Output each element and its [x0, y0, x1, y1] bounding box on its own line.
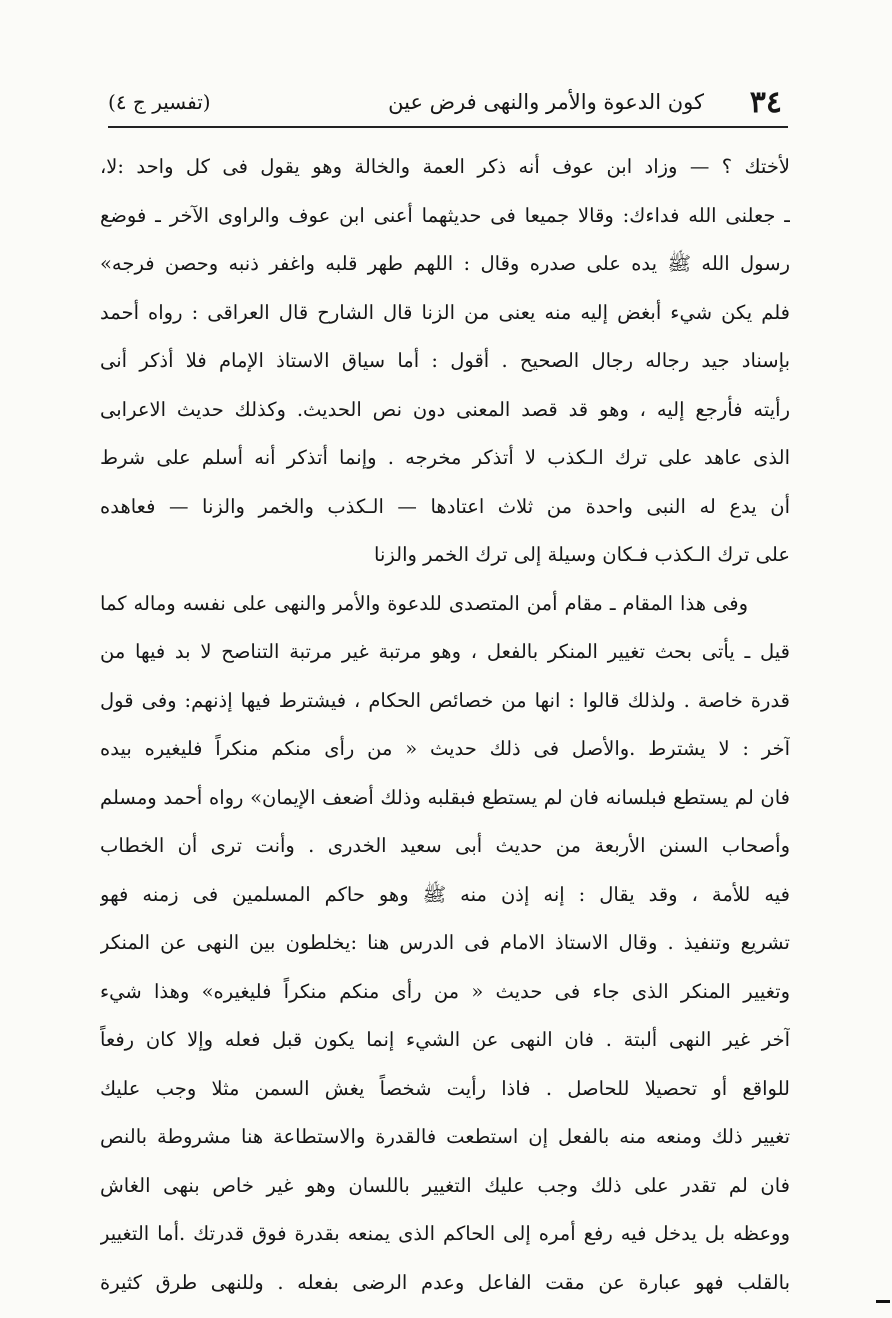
text-line: بإسناد جيد رجاله رجال الصحيح . أقول : أما سياق الاستاذ الإمام فلا أذكر أنى: [100, 349, 790, 372]
section-reference: (تفسير ج ٤): [108, 90, 211, 114]
text-line: قدرة خاصة . ولذلك قالوا : انها من خصائص الحكام ، فيشترط فيها إذنهم: وفى قول: [100, 688, 790, 712]
scan-mark: [876, 1300, 890, 1303]
text-line: تشريع وتنفيذ . وقال الاستاذ الامام فى الدرس هنا :يخلطون بين النهى عن المنكر: [100, 931, 790, 954]
page-number: ٣٤: [749, 84, 782, 120]
text-line: ـ جعلنى الله فداءك: وقالا جميعا فى حديثهما أعنى ابن عوف والراوى الآخر ـ فوضع: [100, 203, 790, 227]
text-line: فلم يكن شيء أبغض إليه منه يعنى من الزنا قال الشارح قال العراقى : رواه أحمد: [100, 300, 790, 324]
text-line: على ترك الـكذب فـكان وسيلة إلى ترك الخمر والزنا: [374, 543, 790, 566]
text-line: وأصحاب السنن الأربعة من حديث أبى سعيد الخدرى . وأنت ترى أن الخطاب: [100, 834, 790, 857]
text-line: فان لم يستطع فبلسانه فان لم يستطع فبقلبه وذلك أضعف الإيمان» رواه أحمد ومسلم: [100, 785, 790, 809]
text-line: وفى هذا المقام ـ مقام أمن المتصدى للدعوة والأمر والنهى على نفسه وماله كما: [100, 591, 748, 615]
text-line: بالقلب فهو عبارة عن مقت الفاعل وعدم الرضى بفعله . وللنهى طرق كثيرة: [100, 1270, 790, 1294]
text-line: آخر غير النهى ألبتة . فان النهى عن الشيء إنما يكون قبل فعله وإلا كان رفعاً: [100, 1028, 790, 1051]
text-line: قيل ـ يأتى بحث تغيير المنكر بالفعل ، وهو مرتبة غير مرتبة التناصح لا بد فيها من: [100, 640, 790, 663]
header-rule: [108, 126, 788, 128]
page-header: [108, 80, 782, 124]
text-line: أن يدع له النبى واحدة من ثلاث اعتادها — الـكذب والخمر والزنا — فعاهده: [100, 494, 790, 518]
text-line: للواقع أو تحصيلا للحاصل . فاذا رأيت شخصاً يغش السمن مثلا وجب عليك: [100, 1076, 790, 1100]
body-text: [100, 143, 790, 1307]
text-line: فان لم تقدر على ذلك وجب عليك التغيير باللسان وهو غير خاص بنهى الغاش: [100, 1173, 790, 1197]
text-line: فيه للأمة ، وقد يقال : إنه إذن منه ﷺ وهو حاكم المسلمين فى زمنه فهو: [100, 882, 790, 906]
running-title: كون الدعوة والأمر والنهى فرض عين: [388, 90, 704, 114]
text-line: الذى عاهد على ترك الـكذب لا أتذكر مخرجه . وإنما أتذكر أنه أسلم على شرط: [100, 446, 790, 469]
text-line: لأختك ؟ — وزاد ابن عوف أنه ذكر العمة والخالة وهو يقول فى كل واحد :لا،: [100, 155, 790, 178]
text-line: رسول الله ﷺ يده على صدره وقال : اللهم طهر قلبه واغفر ذنبه وحصن فرجه»: [100, 252, 790, 275]
text-line: آخر : لا يشترط .والأصل فى ذلك حديث « من رأى منكم منكراً فليغيره بيده: [100, 737, 790, 760]
text-line: وتغيير المنكر الذى جاء فى حديث « من رأى منكم منكراً فليغيره» وهذا شيء: [100, 979, 790, 1003]
text-line: تغيير ذلك ومنعه منه بالفعل إن استطعت فالقدرة والاستطاعة هنا مشروطة بالنص: [100, 1125, 790, 1148]
text-line: رأيته فأرجع إليه ، وهو قد قصد المعنى دون نص الحديث. وكذلك حديث الاعرابى: [100, 397, 790, 421]
text-line: ووعظه بل يدخل فيه رفع أمره إلى الحاكم الذى يمنعه بقدرة فوق قدرتك .أما التغيير: [100, 1222, 790, 1245]
